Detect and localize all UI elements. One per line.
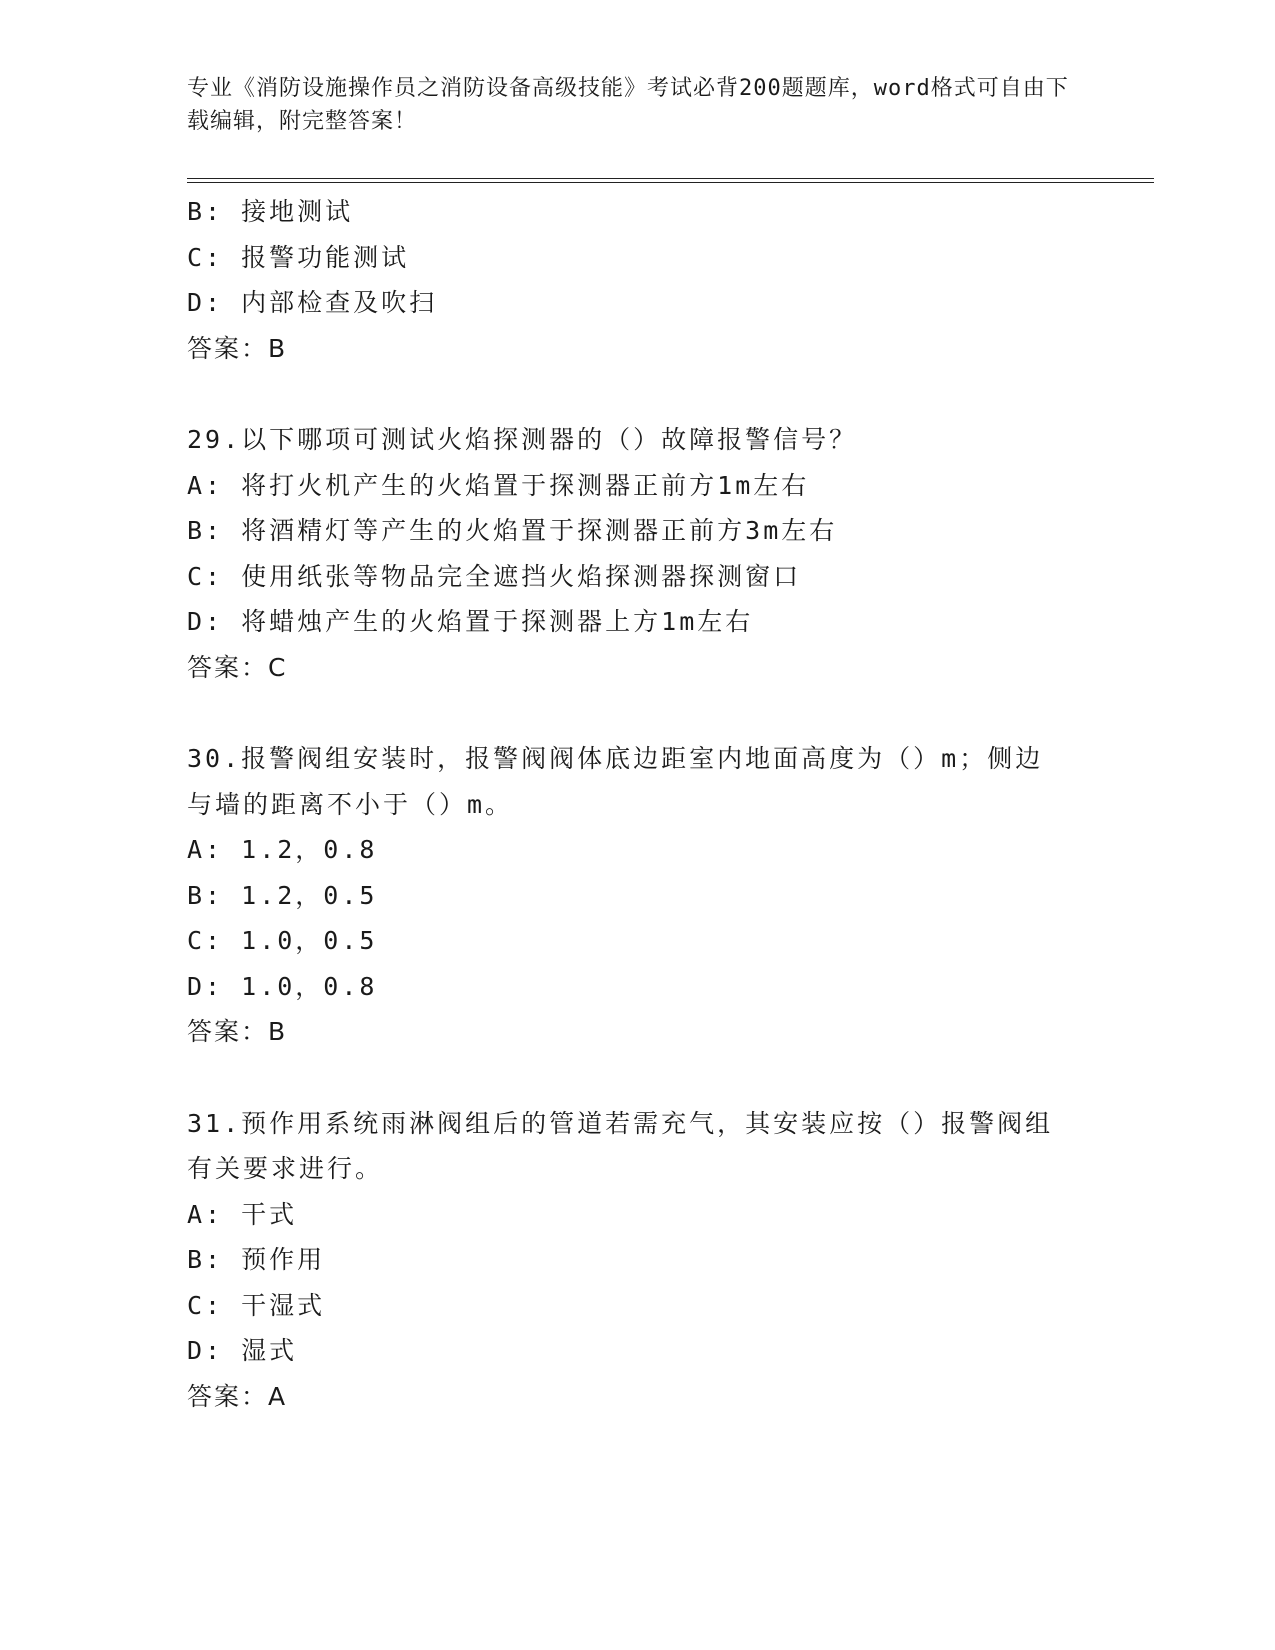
option-b: B: 将酒精灯等产生的火焰置于探测器正前方3m左右 (187, 516, 838, 545)
answer: 答案：B (187, 1017, 288, 1046)
header-rule-bottom (187, 182, 1154, 183)
question-30 (187, 736, 1087, 1055)
option-a: A: 将打火机产生的火焰置于探测器正前方1m左右 (187, 470, 810, 500)
option-b: B: 接地测试 (187, 197, 354, 226)
option-b: B: 1.2，0.5 (187, 880, 378, 910)
option-a: A: 干式 (187, 1199, 298, 1229)
option-d: D: 将蜡烛产生的火焰置于探测器上方1m左右 (187, 607, 754, 636)
option-b: B: 预作用 (187, 1245, 326, 1274)
question-list (187, 189, 1087, 1419)
spacer (187, 1055, 1087, 1101)
header-rule-top (187, 178, 1154, 179)
question-stem: 29.以下哪项可测试火焰探测器的（）故障报警信号？ (187, 425, 858, 454)
option-d: D: 湿式 (187, 1336, 298, 1365)
spacer (187, 371, 1087, 417)
option-a: A: 1.2，0.8 (187, 835, 378, 864)
option-c: C: 使用纸张等物品完全遮挡火焰探测器探测窗口 (187, 561, 802, 591)
option-c: C: 报警功能测试 (187, 242, 410, 272)
question-31 (187, 1101, 1087, 1420)
option-c: C: 1.0，0.5 (187, 926, 378, 955)
answer: 答案：B (187, 333, 288, 363)
question-29 (187, 417, 1087, 690)
document-header: 专业《消防设施操作员之消防设备高级技能》考试必背200题题库，word格式可自由下载编辑，附完整答案！ (187, 76, 1069, 134)
option-c: C: 干湿式 (187, 1290, 326, 1320)
option-d: D: 1.0，0.8 (187, 971, 378, 1001)
question-stem: 31.预作用系统雨淋阀组后的管道若需充气，其安装应按（）报警阀组有关要求进行。 (187, 1108, 1054, 1183)
question-28-continued (187, 189, 1087, 371)
answer: 答案：C (187, 652, 288, 682)
spacer (187, 690, 1087, 736)
answer: 答案：A (187, 1381, 288, 1411)
option-d: D: 内部检查及吹扫 (187, 288, 438, 317)
question-stem: 30.报警阀组安装时，报警阀阀体底边距室内地面高度为（）m；侧边与墙的距离不小于（）m。 (187, 744, 1044, 819)
